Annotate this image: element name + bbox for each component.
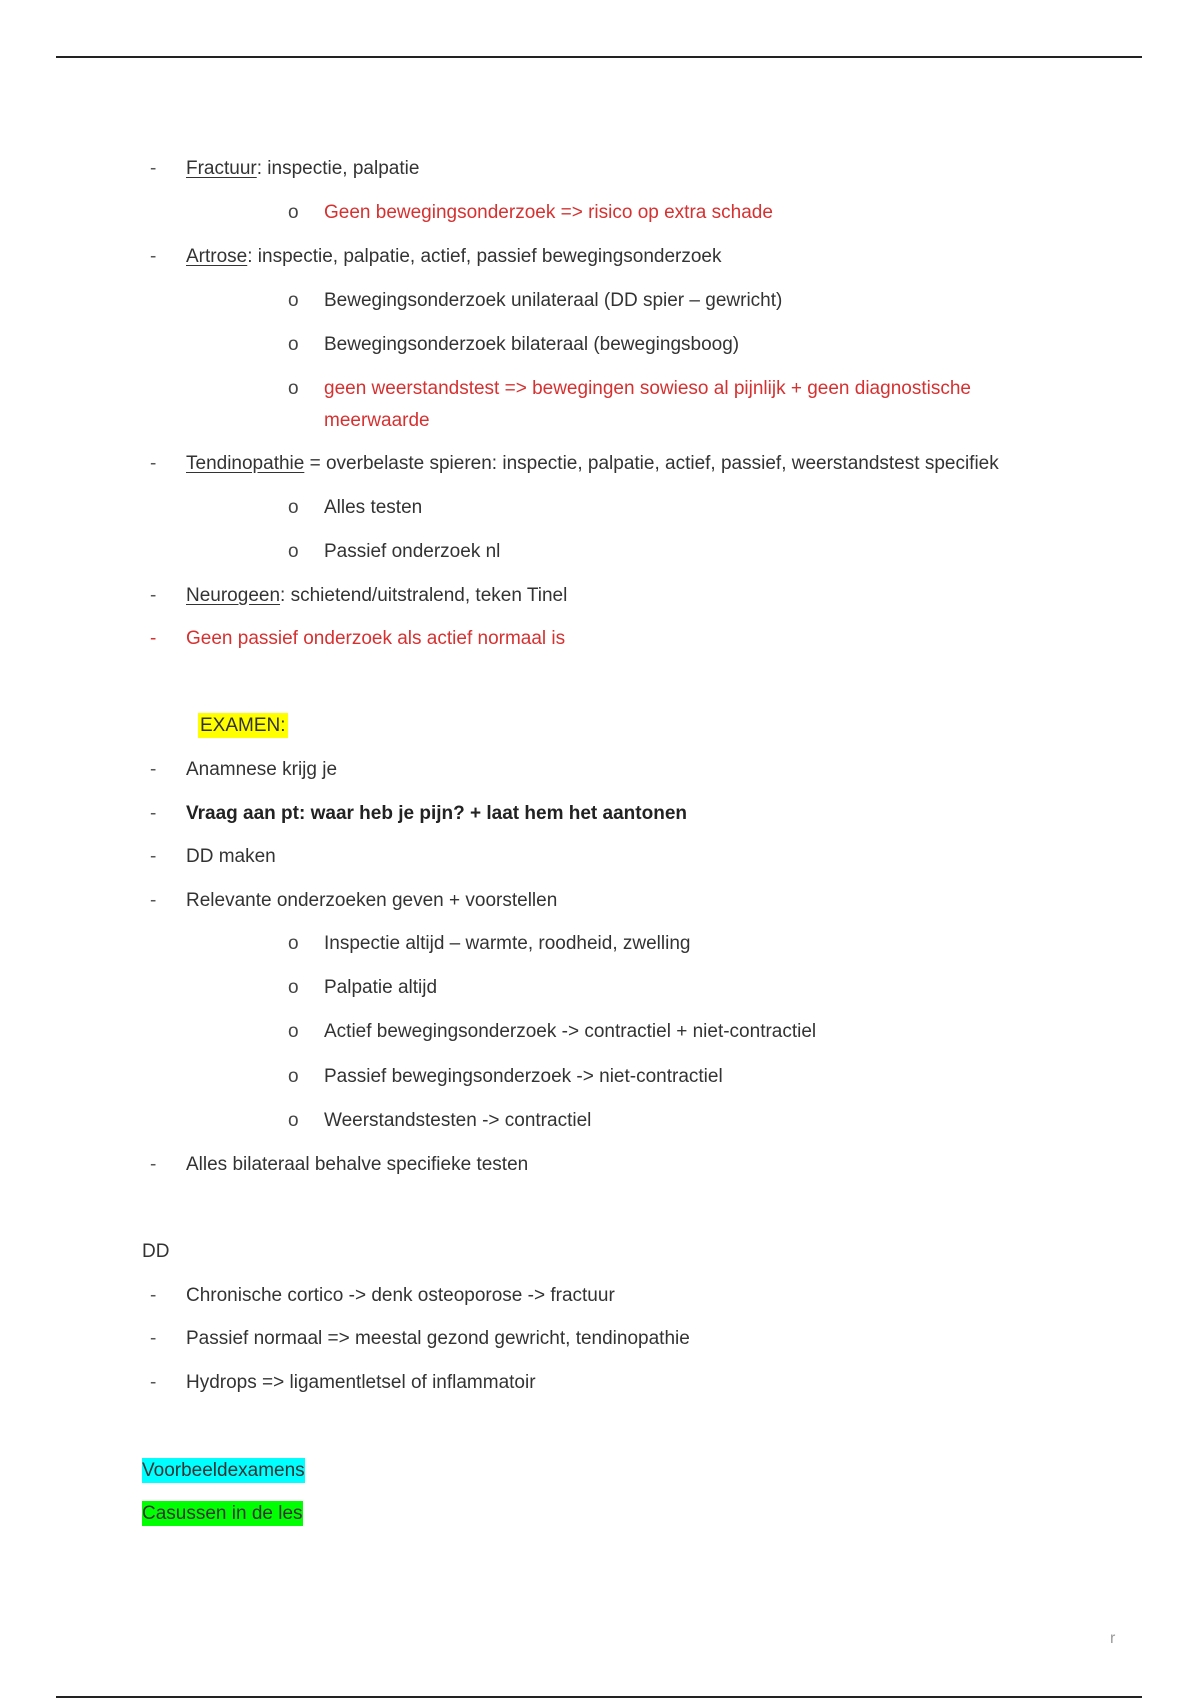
circle-bullet: o <box>288 378 299 399</box>
sub-item-tendinopathie-1: Alles testen <box>324 497 423 518</box>
dd-item-1: Chronische cortico -> denk osteoporose -> fractuur <box>186 1285 615 1306</box>
sub-item-artrose-3-cont: meerwaarde <box>324 410 430 431</box>
circle-bullet: o <box>288 1110 299 1131</box>
examen-item-2: Vraag aan pt: waar heb je pijn? + laat hem het aantonen <box>186 803 687 824</box>
list-item-fractuur: Fractuur: inspectie, palpatie <box>186 158 420 179</box>
examen-item-3: DD maken <box>186 846 276 867</box>
examen-item-last: Alles bilateraal behalve specifieke testen <box>186 1154 529 1175</box>
circle-bullet: o <box>288 202 299 223</box>
dash-bullet: - <box>150 759 157 780</box>
list-item-tendinopathie: Tendinopathie = overbelaste spieren: inspectie, palpatie, actief, passief, weerstandstest specifiek <box>186 453 999 474</box>
circle-bullet: o <box>288 933 299 954</box>
dash-bullet: - <box>150 158 157 179</box>
dash-bullet: - <box>150 1372 157 1393</box>
dash-bullet: - <box>150 1154 157 1175</box>
list-item-geen-passief: Geen passief onderzoek als actief normaal is <box>186 628 566 649</box>
dd-heading: DD <box>142 1241 170 1262</box>
term-fractuur: Fractuur <box>186 158 257 179</box>
term-tendinopathie: Tendinopathie <box>186 453 305 474</box>
circle-bullet: o <box>288 497 299 518</box>
sub-item-tendinopathie-2: Passief onderzoek nl <box>324 541 501 562</box>
page-mark: r <box>1110 1630 1116 1647</box>
sub-item-artrose-1: Bewegingsonderzoek unilateraal (DD spier – gewricht) <box>324 290 783 311</box>
circle-bullet: o <box>288 541 299 562</box>
circle-bullet: o <box>288 1021 299 1042</box>
examen-sub-1: Inspectie altijd – warmte, roodheid, zwelling <box>324 933 691 954</box>
header-rule <box>56 56 1142 58</box>
examen-item-1: Anamnese krijg je <box>186 759 338 780</box>
voorbeeldexamens-link[interactable]: Voorbeeldexamens <box>142 1460 305 1481</box>
dash-bullet: - <box>150 246 157 267</box>
term-neurogeen: Neurogeen <box>186 585 281 606</box>
dd-item-2: Passief normaal => meestal gezond gewricht, tendinopathie <box>186 1328 690 1349</box>
dash-bullet: - <box>150 1285 157 1306</box>
casussen-link[interactable]: Casussen in de les <box>142 1503 303 1524</box>
examen-sub-2: Palpatie altijd <box>324 977 438 998</box>
dd-item-3: Hydrops => ligamentletsel of inflammatoir <box>186 1372 536 1393</box>
dash-bullet: - <box>150 453 157 474</box>
circle-bullet: o <box>288 334 299 355</box>
sub-item-artrose-3: geen weerstandstest => bewegingen sowieso al pijnlijk + geen diagnostische <box>324 378 971 399</box>
circle-bullet: o <box>288 977 299 998</box>
examen-item-4: Relevante onderzoeken geven + voorstellen <box>186 890 558 911</box>
footer-rule <box>56 1696 1142 1698</box>
term-artrose: Artrose <box>186 246 248 267</box>
examen-sub-4: Passief bewegingsonderzoek -> niet-contractiel <box>324 1066 723 1087</box>
dash-bullet: - <box>150 585 157 606</box>
examen-heading: EXAMEN: <box>200 715 286 736</box>
circle-bullet: o <box>288 290 299 311</box>
circle-bullet: o <box>288 1066 299 1087</box>
dash-bullet: - <box>150 1328 157 1349</box>
sub-item-artrose-2: Bewegingsonderzoek bilateraal (bewegingsboog) <box>324 334 740 355</box>
list-item-neurogeen: Neurogeen: schietend/uitstralend, teken Tinel <box>186 585 568 606</box>
list-item-artrose: Artrose: inspectie, palpatie, actief, passief bewegingsonderzoek <box>186 246 722 267</box>
dash-bullet: - <box>150 846 157 867</box>
examen-sub-3: Actief bewegingsonderzoek -> contractiel + niet-contractiel <box>324 1021 817 1042</box>
dash-bullet: - <box>150 890 157 911</box>
sub-item-fractuur-1: Geen bewegingsonderzoek => risico op extra schade <box>324 202 773 223</box>
dash-bullet: - <box>150 628 157 649</box>
dash-bullet: - <box>150 803 157 824</box>
examen-sub-5: Weerstandstesten -> contractiel <box>324 1110 592 1131</box>
